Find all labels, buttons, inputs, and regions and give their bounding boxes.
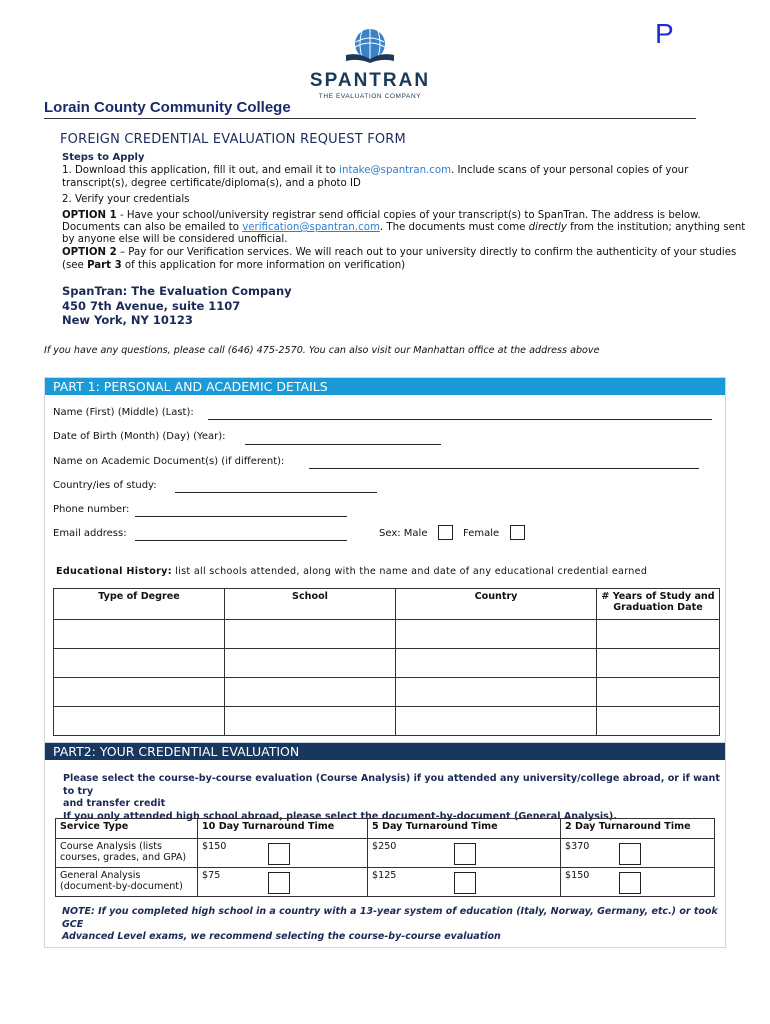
globe-book-icon [340, 28, 400, 64]
phone-label: Phone number: [53, 504, 130, 515]
general-2-day-checkbox[interactable] [619, 872, 641, 894]
price-cell: $370 [561, 839, 715, 868]
female-label: Female [463, 528, 500, 539]
country-field[interactable] [175, 492, 377, 493]
service-name: Course Analysis (lists courses, grades, and GPA) [56, 839, 198, 868]
school-cell[interactable] [225, 620, 396, 649]
logo-tagline: THE EVALUATION COMPANY [318, 93, 422, 100]
course-2-day-checkbox[interactable] [619, 843, 641, 865]
email-label: Email address: [53, 528, 127, 539]
step-1-cont: transcript(s), degree certificate/diploma(s), and a photo ID [62, 178, 361, 189]
country-cell[interactable] [396, 620, 597, 649]
education-table [53, 588, 720, 736]
female-checkbox[interactable] [510, 525, 525, 540]
general-5-day-checkbox[interactable] [454, 872, 476, 894]
address-line-2: 450 7th Avenue, suite 1107 [62, 298, 241, 313]
col-10-day: 10 Day Turnaround Time [198, 819, 368, 839]
form-title: FOREIGN CREDENTIAL EVALUATION REQUEST FORM [60, 132, 406, 147]
general-10-day-checkbox[interactable] [268, 872, 290, 894]
price-cell: $150 [198, 839, 368, 868]
name-field[interactable] [208, 419, 712, 420]
college-name: Lorain County Community College [44, 99, 291, 116]
steps-heading: Steps to Apply [62, 152, 145, 163]
school-cell[interactable] [225, 678, 396, 707]
option-1: OPTION 1 - Have your school/university registrar send official copies of your transcript(s) to SpanTran. The address is below. [62, 210, 701, 221]
degree-cell[interactable] [54, 678, 225, 707]
part2-title: PART2: YOUR CREDENTIAL EVALUATION [45, 743, 725, 760]
part2-intro: Please select the course-by-course evaluation (Course Analysis) if you attended any university/college abroad, or if want to try and transfer credit If you only attended high school abroad, please select the document-by-document (General Analysis). [63, 773, 720, 822]
school-cell[interactable] [225, 707, 396, 736]
years-cell[interactable] [597, 707, 720, 736]
academic-name-label: Name on Academic Document(s) (if different): [53, 456, 285, 467]
country-label: Country/ies of study: [53, 480, 157, 491]
page-letter: P [655, 18, 674, 49]
intake-email-link[interactable]: intake@spantran.com [339, 165, 452, 176]
option-2: OPTION 2 – Pay for our Verification services. We will reach out to your university directly to confirm the authenticity of your studies [62, 247, 737, 258]
price-cell: $75 [198, 868, 368, 897]
logo-wordmark: SPANTRAN [309, 70, 431, 91]
price-cell: $150 [561, 868, 715, 897]
years-cell[interactable] [597, 678, 720, 707]
table-row [54, 678, 720, 707]
contact-note: If you have any questions, please call (646) 475-2570. You can also visit our Manhattan office at the address above [44, 345, 600, 356]
step-1: 1. Download this application, fill it out, and email it to intake@spantran.com. Include scans of your personal copies of your [62, 165, 689, 176]
evaluation-note: NOTE: If you completed high school in a country with a 13-year system of education (Italy, Norway, Germany, etc.) or took GCE Advanced Level exams, we recommend selecting the course-by-course evaluation [62, 906, 718, 942]
option-1-cont: Documents can also be emailed to verification@spantran.com. The documents must come directly from the institution; anything sent [62, 222, 746, 233]
table-row [56, 839, 715, 868]
step-2: 2. Verify your credentials [62, 194, 190, 205]
years-cell[interactable] [597, 620, 720, 649]
col-school: School [225, 589, 396, 620]
price-cell: $250 [368, 839, 561, 868]
course-10-day-checkbox[interactable] [268, 843, 290, 865]
phone-field[interactable] [135, 516, 347, 517]
school-cell[interactable] [225, 649, 396, 678]
degree-cell[interactable] [54, 620, 225, 649]
col-years-graduation: # Years of Study and Graduation Date [597, 589, 720, 620]
col-service-type: Service Type [56, 819, 198, 839]
country-cell[interactable] [396, 678, 597, 707]
degree-cell[interactable] [54, 649, 225, 678]
email-field[interactable] [135, 540, 347, 541]
country-cell[interactable] [396, 707, 597, 736]
col-5-day: 5 Day Turnaround Time [368, 819, 561, 839]
table-row [54, 707, 720, 736]
spantran-logo [300, 28, 440, 100]
address-line-3: New York, NY 10123 [62, 313, 193, 327]
verification-email-link[interactable]: verification@spantran.com [242, 222, 380, 233]
service-table [55, 818, 715, 897]
sex-male-label: Sex: Male [379, 528, 428, 539]
years-cell[interactable] [597, 649, 720, 678]
academic-name-field[interactable] [309, 468, 699, 469]
male-checkbox[interactable] [438, 525, 453, 540]
table-row [54, 649, 720, 678]
address-line-1: SpanTran: The Evaluation Company [62, 284, 292, 298]
header-divider [44, 118, 696, 119]
dob-label: Date of Birth (Month) (Day) (Year): [53, 431, 226, 442]
education-history-note: Educational History: list all schools attended, along with the name and date of any educational credential earned [56, 566, 648, 577]
col-country: Country [396, 589, 597, 620]
col-2-day: 2 Day Turnaround Time [561, 819, 715, 839]
price-cell: $125 [368, 868, 561, 897]
name-label: Name (First) (Middle) (Last): [53, 407, 194, 418]
degree-cell[interactable] [54, 707, 225, 736]
country-cell[interactable] [396, 649, 597, 678]
table-row [56, 868, 715, 897]
service-name: General Analysis (document-by-document) [56, 868, 198, 897]
course-5-day-checkbox[interactable] [454, 843, 476, 865]
table-row [54, 620, 720, 649]
option-2-cont: (see Part 3 of this application for more information on verification) [62, 260, 406, 271]
col-type-of-degree: Type of Degree [54, 589, 225, 620]
dob-field[interactable] [245, 444, 441, 445]
option-1-cont2: by anyone else will be considered unofficial. [62, 234, 288, 245]
mailing-address [62, 284, 292, 328]
part1-title: PART 1: PERSONAL AND ACADEMIC DETAILS [45, 378, 725, 395]
